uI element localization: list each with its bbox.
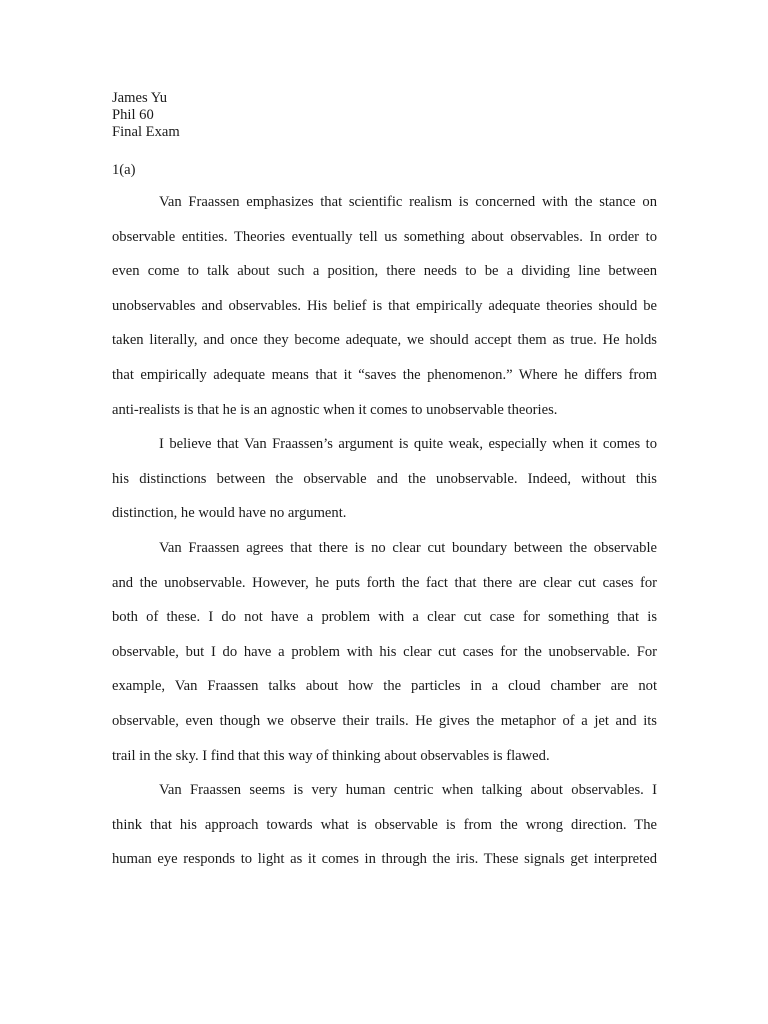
text-line: trail in the sky. I find that this way of thinking about observables is flawed.	[112, 747, 550, 764]
text-line: think that his approach towards what is observable is from the wrong direction. The	[112, 816, 657, 833]
text-line: example, Van Fraassen talks about how the particles in a cloud chamber are not	[112, 678, 657, 695]
text-line: I believe that Van Fraassen’s argument is quite weak, especially when it comes to	[159, 436, 657, 453]
text-line: Van Fraassen agrees that there is no clear cut boundary between the observable	[159, 539, 657, 556]
text-line: unobservables and observables. His belief is that empirically adequate theories should be	[112, 297, 657, 314]
course-name: Phil 60	[112, 107, 154, 123]
author-name: James Yu	[112, 90, 167, 106]
text-line: observable, but I do have a problem with his clear cut cases for the unobservable. For	[112, 643, 657, 660]
text-line: distinction, he would have no argument.	[112, 505, 347, 522]
text-line: anti-realists is that he is an agnostic when it comes to unobservable theories.	[112, 401, 558, 418]
text-line: both of these. I do not have a problem with a clear cut case for something that is	[112, 609, 657, 626]
section-label: 1(a)	[112, 162, 136, 178]
text-line: human eye responds to light as it comes in through the iris. These signals get interpreted	[112, 851, 657, 868]
text-line: and the unobservable. However, he puts forth the fact that there are clear cut cases for	[112, 574, 657, 591]
text-line: his distinctions between the observable and the unobservable. Indeed, without this	[112, 470, 657, 487]
text-line: Van Fraassen emphasizes that scientific realism is concerned with the stance on	[159, 194, 657, 210]
text-line: even come to talk about such a position, there needs to be a dividing line between	[112, 263, 657, 280]
text-line: Van Fraassen seems is very human centric when talking about observables. I	[159, 782, 657, 799]
text-line: observable entities. Theories eventually tell us something about observables. In order to	[112, 228, 657, 245]
essay-body	[112, 185, 657, 877]
document-page	[112, 90, 657, 877]
text-line: observable, even though we observe their trails. He gives the metaphor of a jet and its	[112, 712, 657, 729]
text-line: that empirically adequate means that it “saves the phenomenon.” Where he differs from	[112, 366, 657, 383]
text-line: taken literally, and once they become adequate, we should accept them as true. He holds	[112, 332, 657, 349]
document-title: Final Exam	[112, 124, 180, 140]
